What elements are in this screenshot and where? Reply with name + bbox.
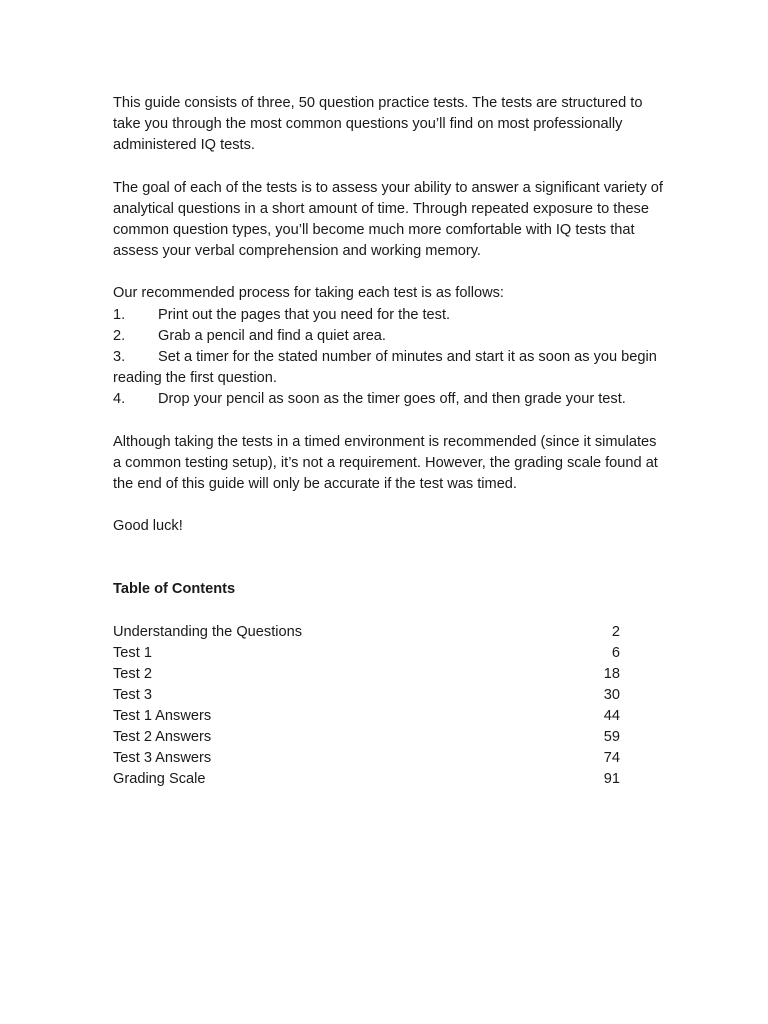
step-text: Grab a pencil and find a quiet area. bbox=[158, 327, 386, 344]
step-item bbox=[113, 347, 663, 389]
toc-entry-page: 91 bbox=[603, 770, 620, 787]
step-number: 4. bbox=[113, 391, 126, 408]
toc-entry-page: 44 bbox=[603, 707, 620, 724]
process-intro: Our recommended process for taking each test is as follows: bbox=[113, 285, 504, 302]
step-item bbox=[113, 326, 663, 347]
step-text: Drop your pencil as soon as the timer goes off, and then grade your test. bbox=[158, 391, 626, 408]
toc-entry-page: 59 bbox=[603, 728, 620, 745]
toc-entry bbox=[113, 643, 620, 664]
step-number: 1. bbox=[113, 306, 126, 323]
toc-entry bbox=[113, 685, 620, 706]
toc-entry-page: 74 bbox=[603, 749, 620, 766]
toc-entry-page: 18 bbox=[603, 665, 620, 682]
intro-paragraph-1: This guide consists of three, 50 question practice tests. The tests are structured to take you through the most common questions you’ll find on most professionally administered IQ tests. bbox=[113, 95, 643, 154]
toc-entry-label: Grading Scale bbox=[113, 770, 206, 787]
toc-entry-label: Test 2 bbox=[113, 665, 152, 682]
step-item bbox=[113, 389, 663, 410]
closing-text: Good luck! bbox=[113, 518, 183, 535]
toc-entry-page: 30 bbox=[603, 686, 620, 703]
step-item bbox=[113, 305, 663, 326]
toc-entry bbox=[113, 706, 620, 727]
toc-entry bbox=[113, 727, 620, 748]
toc-entry-label: Test 3 Answers bbox=[113, 749, 212, 766]
intro-paragraph-3: Although taking the tests in a timed environment is recommended (since it simulates a common testing setup), it’s not a requirement. However, the grading scale found at the end of this guide will only be accurate if the test was timed. bbox=[113, 433, 658, 493]
toc-entry-label: Test 2 Answers bbox=[113, 728, 212, 745]
step-number: 3. bbox=[113, 349, 126, 366]
toc-entry bbox=[113, 769, 620, 790]
toc-entry-label: Understanding the Questions bbox=[113, 623, 303, 640]
toc-entry-label: Test 3 bbox=[113, 686, 152, 703]
document-page bbox=[113, 93, 663, 790]
toc-entry-page: 2 bbox=[611, 623, 620, 640]
toc-entry bbox=[113, 622, 620, 643]
process-steps bbox=[113, 305, 663, 411]
toc-entry-label: Test 1 bbox=[113, 644, 152, 661]
toc-entry-label: Test 1 Answers bbox=[113, 707, 212, 724]
step-number: 2. bbox=[113, 327, 126, 344]
toc-entry bbox=[113, 748, 620, 769]
table-of-contents bbox=[113, 622, 620, 790]
step-text: Print out the pages that you need for the test. bbox=[158, 306, 451, 323]
toc-entry-page: 6 bbox=[611, 644, 620, 661]
step-text: Set a timer for the stated number of minutes and start it as soon as you begin reading the first question. bbox=[113, 349, 657, 387]
toc-title: Table of Contents bbox=[113, 581, 236, 598]
intro-paragraph-2: The goal of each of the tests is to assess your ability to answer a significant variety of analytical questions in a short amount of time. Through repeated exposure to these common question types, you’ll become much more comfortable with IQ tests that assess your verbal comprehension and working memory. bbox=[113, 179, 663, 260]
toc-entry bbox=[113, 664, 620, 685]
